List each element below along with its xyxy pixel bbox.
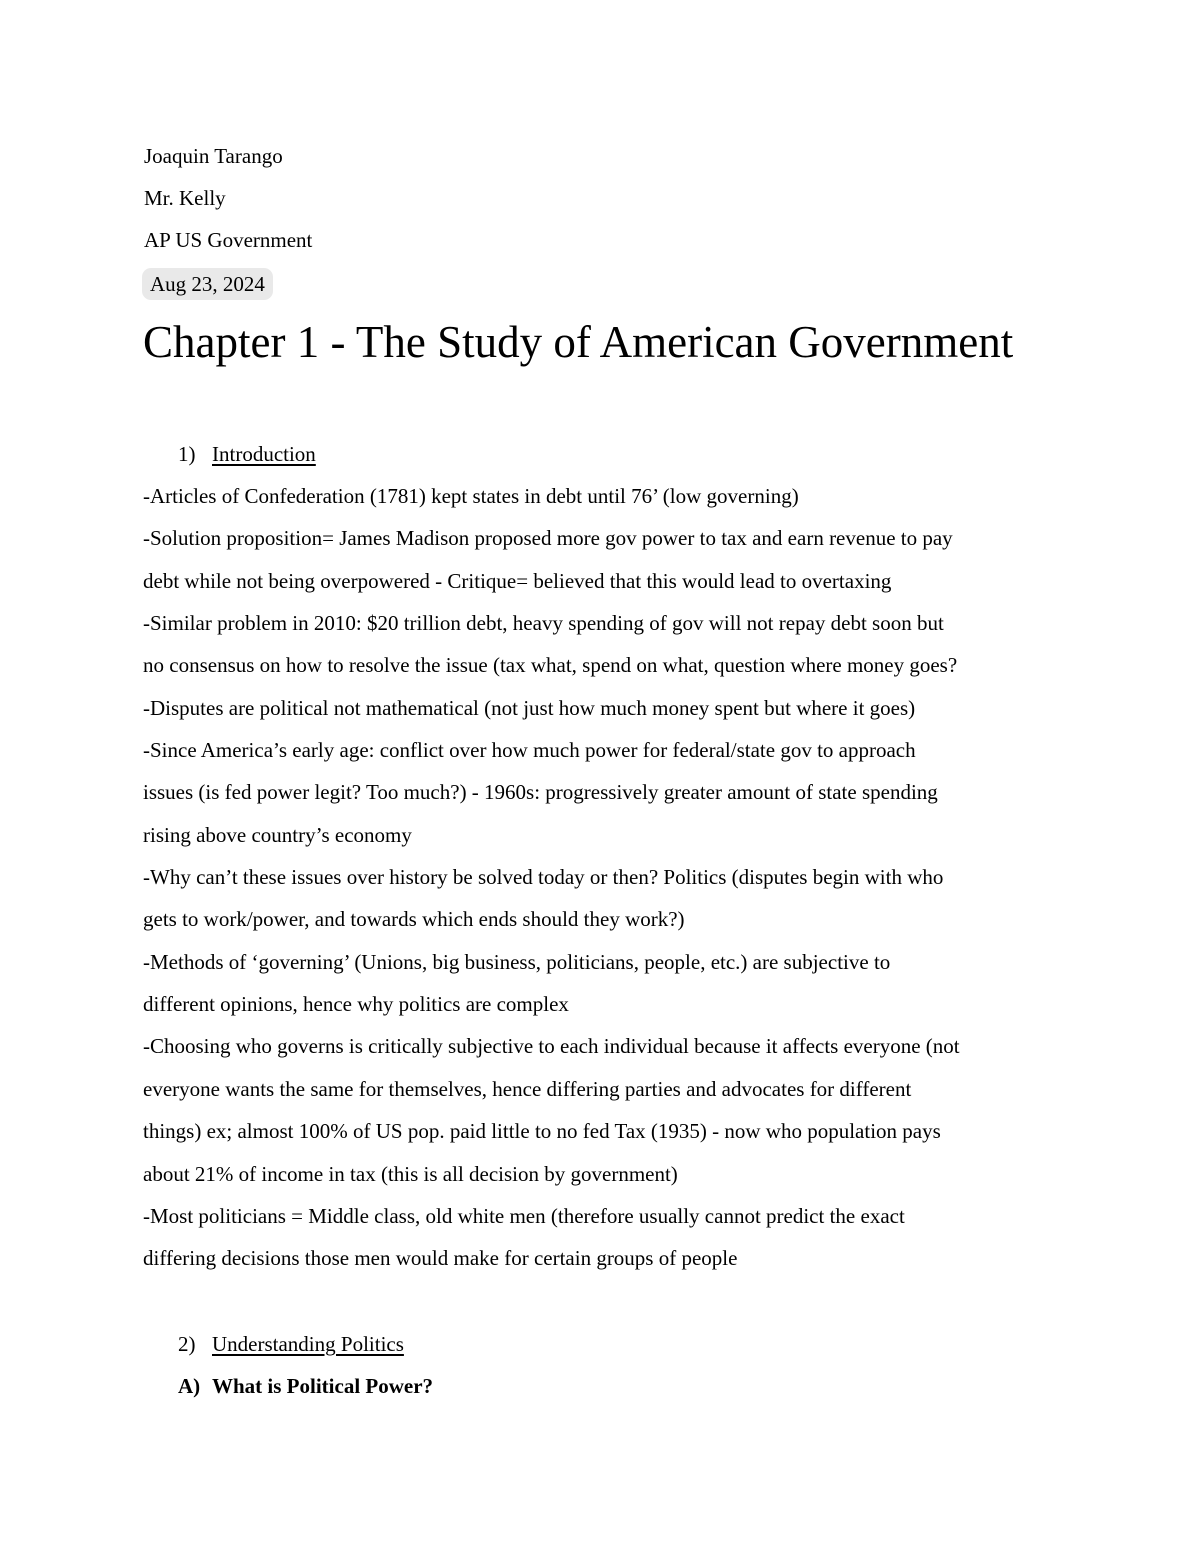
note-line: different opinions, hence why politics are complex: [143, 992, 569, 1017]
course-name: AP US Government: [144, 228, 313, 252]
introduction-notes: [143, 482, 1073, 1287]
note-line: -Why can’t these issues over history be solved today or then? Politics (disputes begin with who: [143, 865, 944, 890]
note-line: -Articles of Confederation (1781) kept states in debt until 76’ (low governing): [143, 484, 799, 508]
section-title: Understanding Politics: [212, 1332, 404, 1356]
teacher-name: Mr. Kelly: [144, 186, 226, 210]
note-line: gets to work/power, and towards which ends should they work?): [143, 907, 685, 932]
note-line: rising above country’s economy: [143, 822, 412, 847]
note-line: -Solution proposition= James Madison proposed more gov power to tax and earn revenue to pay: [143, 526, 953, 551]
note-line: -Most politicians = Middle class, old white men (therefore usually cannot predict the exact: [143, 1203, 905, 1228]
note-line: -Methods of ‘governing’ (Unions, big business, politicians, people, etc.) are subjective to: [143, 949, 891, 974]
subheading-number: A): [178, 1374, 201, 1398]
note-line: no consensus on how to resolve the issue (tax what, spend on what, question where money goes?: [143, 653, 958, 678]
note-line: about 21% of income in tax (this is all decision by government): [143, 1161, 678, 1186]
document-title: Chapter 1 - The Study of American Government: [143, 317, 1014, 367]
note-line: -Since America’s early age: conflict over how much power for federal/state gov to approach: [143, 738, 916, 763]
section-heading-introduction: [178, 440, 316, 468]
section-heading-understanding-politics: [178, 1330, 404, 1358]
note-line: issues (is fed power legit? Too much?) - 1960s: progressively greater amount of state spending: [143, 780, 938, 805]
note-line: differing decisions those men would make for certain groups of people: [143, 1246, 738, 1271]
note-line: -Similar problem in 2010: $20 trillion debt, heavy spending of gov will not repay debt soon but: [143, 611, 944, 636]
note-line: debt while not being overpowered - Critique= believed that this would lead to overtaxing: [143, 568, 892, 593]
date-chip[interactable]: Aug 23, 2024: [142, 268, 273, 300]
section-title: Introduction: [212, 442, 316, 466]
subheading-title: What is Political Power?: [212, 1374, 434, 1398]
note-line: everyone wants the same for themselves, hence differing parties and advocates for different: [143, 1076, 912, 1101]
note-line: -Choosing who governs is critically subjective to each individual because it affects everyone (not: [143, 1034, 960, 1059]
student-name: Joaquin Tarango: [144, 144, 283, 168]
note-line: -Disputes are political not mathematical (not just how much money spent but where it goes): [143, 695, 916, 720]
section-number: 2): [178, 1332, 196, 1356]
section-number: 1): [178, 442, 196, 466]
subheading-political-power: [178, 1372, 433, 1400]
note-line: things) ex; almost 100% of US pop. paid little to no fed Tax (1935) - now who population pays: [143, 1119, 941, 1144]
